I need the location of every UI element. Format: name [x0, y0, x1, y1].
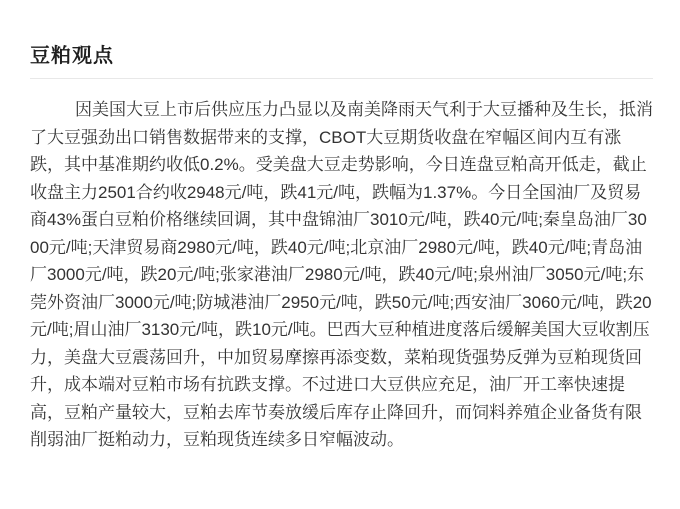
page-title: 豆粕观点 [30, 45, 114, 67]
body-paragraph: 因美国大豆上市后供应压力凸显以及南美降雨天气利于大豆播种及生长，抵消了大豆强劲出口销售数据带来的支撑，CBOT大豆期货收盘在窄幅区间内互有涨跌，其中基准期约收低0.2%。受美盘大豆走势影响，今日连盘豆粕高开低走，截止收盘主力2501合约收2948元/吨，跌41元/吨，跌幅为1.37%。今日全国油厂及贸易商43%蛋白豆粕价格继续回调，其中盘锦油厂3010元/吨，跌40元/吨;秦皇岛油厂3000元/吨;天津贸易商2980元/吨，跌40元/吨;北京油厂2980元/吨，跌40元/吨;青岛油厂3000元/吨，跌20元/吨;张家港油厂2980元/吨，跌40元/吨;泉州油厂3050元/吨;东莞外资油厂3000元/吨;防城港油厂2950元/吨，跌50元/吨;西安油厂3060元/吨，跌20元/吨;眉山油厂3130元/吨，跌10元/吨。巴西大豆种植进度落后缓解美国大豆收割压力，美盘大豆震荡回升，中加贸易摩擦再添变数，菜粕现货强势反弹为豆粕现货回升，成本端对豆粕市场有抗跌支撑。不过进口大豆供应充足，油厂开工率快速提高，豆粕产量较大，豆粕去库节奏放缓后库存止降回升，而饲料养殖企业备货有限削弱油厂挺粕动力，豆粕现货连续多日窄幅波动。 [30, 100, 653, 449]
title-divider [30, 78, 653, 79]
